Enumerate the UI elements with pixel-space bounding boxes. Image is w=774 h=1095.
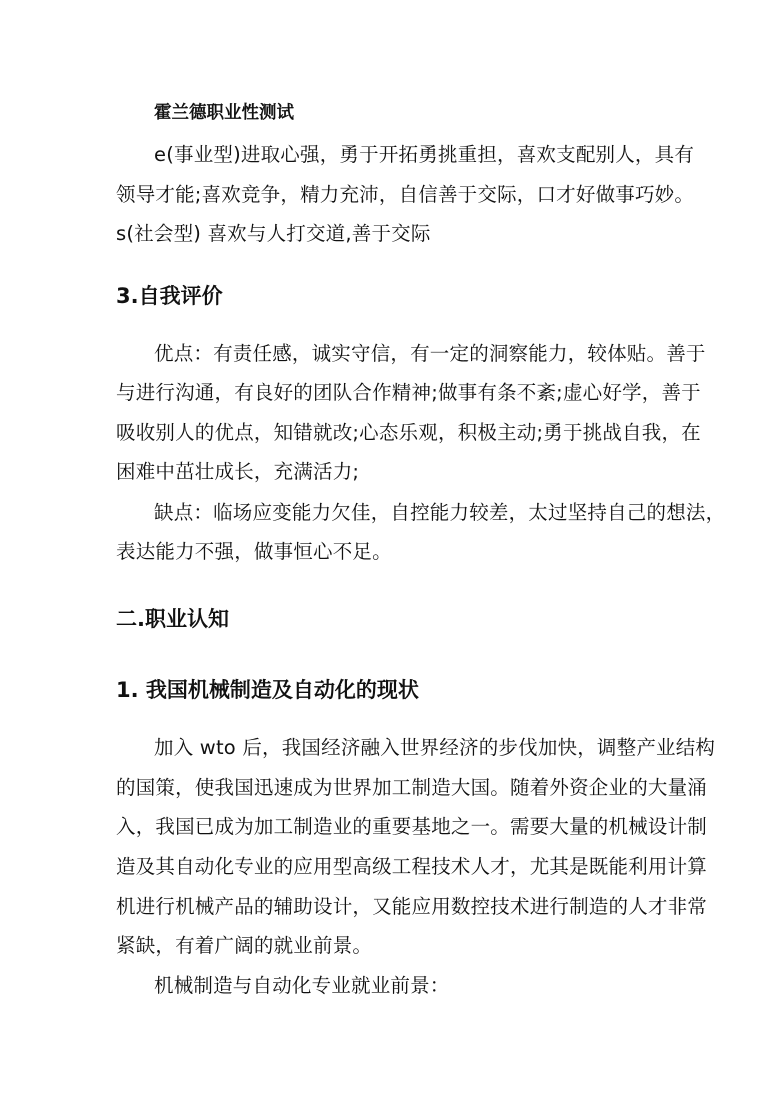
paragraph-line: 困难中茁壮成长，充满活力;: [116, 460, 360, 483]
paragraph-line: e(事业型)进取心强，勇于开拓勇挑重担，喜欢支配别人，具有: [154, 143, 695, 166]
paragraph-line: 缺点：临场应变能力欠佳，自控能力较差，太过坚持自己的想法，: [154, 501, 726, 524]
paragraph-line: 领导才能;喜欢竞争，精力充沛，自信善于交际，口才好做事巧妙。: [116, 183, 695, 206]
paragraph-line: 与进行沟通，有良好的团队合作精神;做事有条不紊;虚心好学，善于: [116, 381, 701, 404]
section-heading-self-evaluation: 3.自我评价: [116, 284, 223, 308]
paragraph-line: s(社会型) 喜欢与人打交道,善于交际: [116, 222, 431, 245]
paragraph-line: 吸收别人的优点，知错就改;心态乐观，积极主动;勇于挑战自我，在: [116, 421, 701, 444]
paragraph-line: 紧缺，有着广阔的就业前景。: [116, 934, 373, 957]
holland-test-title: 霍兰德职业性测试: [154, 103, 294, 123]
paragraph-line: 的国策，使我国迅速成为世界加工制造大国。随着外资企业的大量涌: [116, 776, 708, 799]
paragraph-line: 造及其自动化专业的应用型高级工程技术人才，尤其是既能利用计算: [116, 855, 708, 878]
subsection-heading-status: 1. 我国机械制造及自动化的现状: [116, 678, 419, 702]
section-heading-career-cognition: 二.职业认知: [116, 607, 229, 631]
paragraph-line: 加入 wto 后，我国经济融入世界经济的步伐加快，调整产业结构: [154, 736, 716, 759]
paragraph-line: 机械制造与自动化专业就业前景：: [154, 974, 450, 997]
paragraph-line: 表达能力不强，做事恒心不足。: [116, 540, 392, 563]
paragraph-line: 入，我国已成为加工制造业的重要基地之一。需要大量的机械设计制: [116, 815, 708, 838]
paragraph-line: 机进行机械产品的辅助设计，又能应用数控技术进行制造的人才非常: [116, 895, 708, 918]
paragraph-line: 优点：有责任感，诚实守信，有一定的洞察能力，较体贴。善于: [154, 342, 706, 365]
